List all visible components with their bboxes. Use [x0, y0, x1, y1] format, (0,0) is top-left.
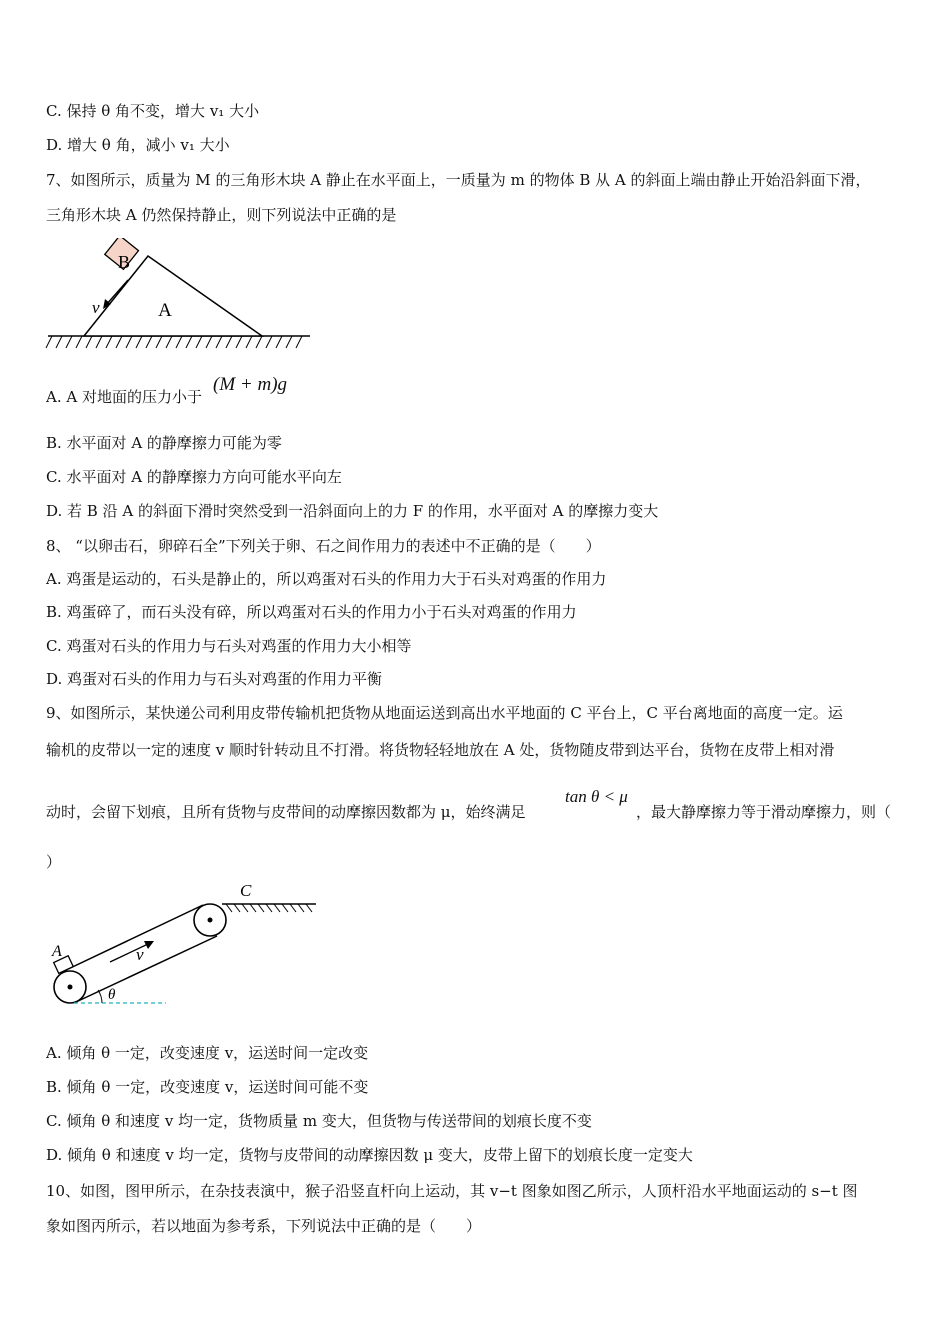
q9-figure	[44, 878, 322, 1008]
point-c-label: C	[240, 881, 252, 900]
q7-option-d: D. 若 B 沿 A 的斜面下滑时突然受到一沿斜面向上的力 F 的作用，水平面对 A 的摩擦力变大	[46, 502, 659, 520]
point-a-label: A	[52, 943, 62, 960]
velocity-label: v	[92, 298, 100, 317]
q9-condition-formula: tan θ < μ	[565, 787, 628, 806]
belt-upper	[64, 905, 203, 971]
q7-figure	[44, 238, 316, 353]
q6-option-d: D. 增大 θ 角，减小 v₁ 大小	[46, 136, 230, 154]
q9-option-b: B. 倾角 θ 一定，改变速度 v，运送时间可能不变	[46, 1078, 369, 1096]
q6-option-c: C. 保持 θ 角不变，增大 v₁ 大小	[46, 102, 260, 120]
q8-stem: 8、 “以卵击石，卵碎石全”下列关于卵、石之间作用力的表述中不正确的是（ ）	[46, 537, 601, 555]
q10-stem-line2: 象如图丙所示，若以地面为参考系，下列说法中正确的是（ ）	[46, 1217, 482, 1235]
q9-option-d: D. 倾角 θ 和速度 v 均一定，货物与皮带间的动摩擦因数 μ 变大，皮带上留下的划痕长度一定变大	[46, 1146, 693, 1164]
platform-hatching	[226, 904, 312, 912]
q7-option-b: B. 水平面对 A 的静摩擦力可能为零	[46, 434, 282, 452]
block-a-label: A	[158, 300, 172, 321]
q10-stem-line1: 10、如图，图甲所示，在杂技表演中，猴子沿竖直杆向上运动，其 v−t 图象如图乙所示，人顶杆沿水平地面运动的 s−t 图	[46, 1182, 858, 1200]
q7-option-a: A. A 对地面的压力小于	[46, 388, 202, 406]
belt-velocity-label: v	[136, 945, 144, 964]
q9-stem-line1: 9、如图所示，某快递公司利用皮带传输机把货物从地面运送到高出水平地面的 C 平台上，C 平台离地面的高度一定。运	[46, 704, 843, 722]
q9-stem-line3-pre: 动时，会留下划痕，且所有货物与皮带间的动摩擦因数都为 μ，始终满足	[46, 803, 526, 821]
q8-option-c: C. 鸡蛋对石头的作用力与石头对鸡蛋的作用力大小相等	[46, 637, 412, 655]
q9-option-c: C. 倾角 θ 和速度 v 均一定，货物质量 m 变大，但货物与传送带间的划痕长度不变	[46, 1112, 592, 1130]
block-b-label: B	[117, 252, 131, 272]
q7-stem-line2: 三角形木块 A 仍然保持静止，则下列说法中正确的是	[46, 206, 397, 224]
q7-option-c: C. 水平面对 A 的静摩擦力方向可能水平向左	[46, 468, 342, 486]
q8-option-a: A. 鸡蛋是运动的，石头是静止的，所以鸡蛋对石头的作用力大于石头对鸡蛋的作用力	[46, 570, 607, 588]
q9-stem-line3-post: ，最大静摩擦力等于滑动摩擦力，则（	[636, 803, 892, 821]
angle-theta-label: θ	[108, 987, 116, 1003]
upper-pulley-axle	[208, 918, 213, 923]
ground-hatching	[46, 336, 302, 348]
q9-stem-line2: 输机的皮带以一定的速度 v 顺时针转动且不打滑。将货物轻轻地放在 A 处，货物随皮带到达平台，货物在皮带上相对滑	[46, 741, 835, 759]
lower-pulley-axle	[68, 985, 73, 990]
q7-option-a-formula: (M + m)g	[213, 374, 288, 395]
q9-stem-line4: ）	[46, 853, 62, 871]
q9-option-a: A. 倾角 θ 一定，改变速度 v，运送时间一定改变	[46, 1044, 369, 1062]
q7-stem-line1: 7、如图所示，质量为 M 的三角形木块 A 静止在水平面上，一质量为 m 的物体 B 从 A 的斜面上端由静止开始沿斜面下滑，	[46, 171, 871, 189]
q8-option-b: B. 鸡蛋碎了，而石头没有碎，所以鸡蛋对石头的作用力小于石头对鸡蛋的作用力	[46, 603, 577, 621]
q8-option-d: D. 鸡蛋对石头的作用力与石头对鸡蛋的作用力平衡	[46, 670, 383, 688]
triangle-block-a	[84, 256, 262, 336]
